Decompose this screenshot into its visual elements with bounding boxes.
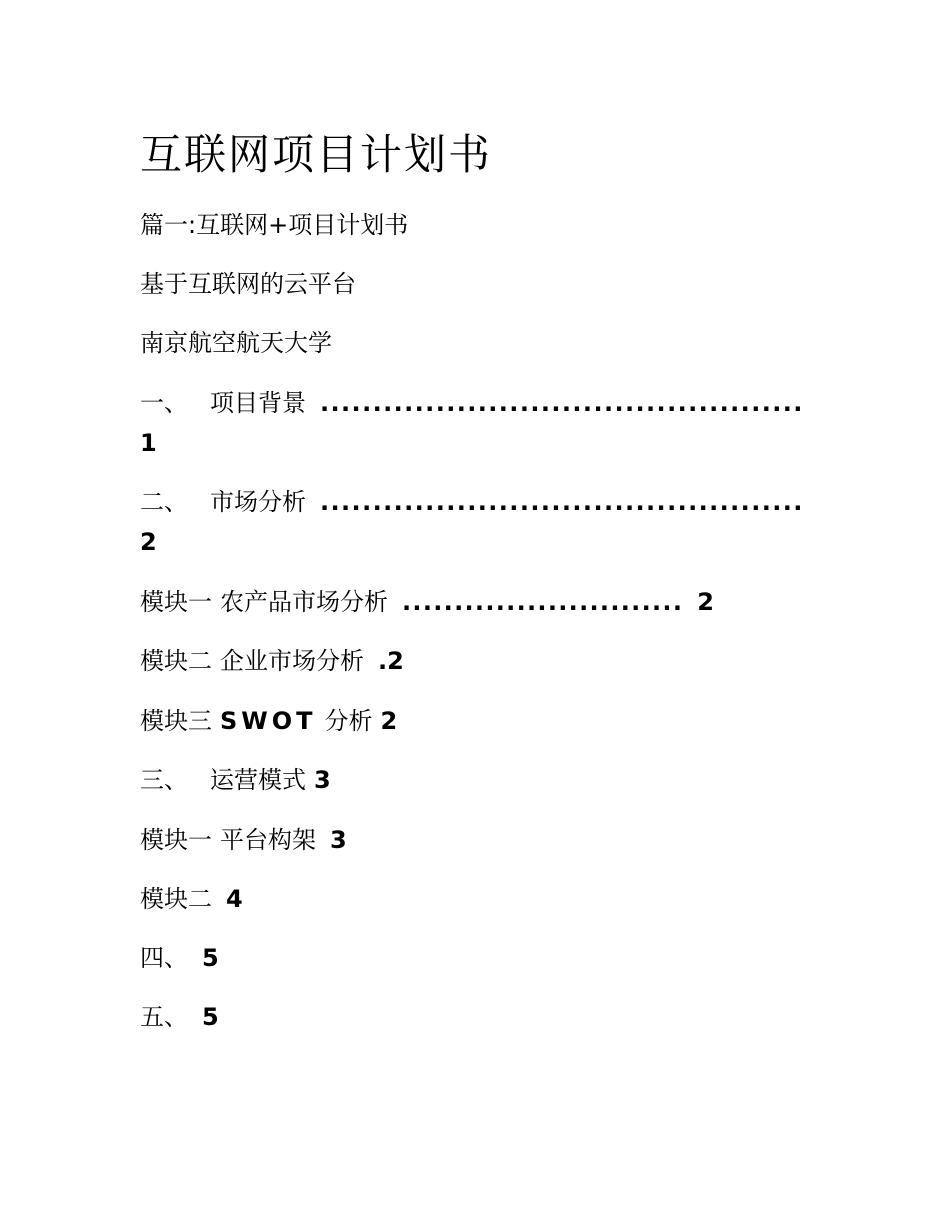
toc-item-3 [140, 587, 714, 617]
toc-item-3-label: 农产品市场分析 [220, 588, 388, 616]
toc-item-5-label: 分析 [324, 707, 373, 735]
toc-item-8-number: 模块二 [140, 885, 212, 913]
toc-item-1 [140, 388, 804, 418]
toc-item-6-number: 三、 [140, 766, 188, 794]
toc-item-1-leader: .............................................. [320, 389, 804, 417]
toc-item-2-page: 2 [140, 528, 157, 556]
toc-item-4 [140, 646, 404, 676]
toc-item-10-number: 五、 [140, 1003, 188, 1031]
toc-item-7 [140, 825, 347, 855]
toc-item-9-number: 四、 [140, 944, 188, 972]
subtitle-1: 篇一:互联网+项目计划书 [140, 211, 409, 239]
toc-item-2-number: 二、 [140, 488, 188, 516]
toc-item-7-page: 3 [330, 826, 347, 854]
toc-item-3-leader: ........................... [402, 588, 684, 616]
toc-item-8 [140, 884, 243, 914]
toc-item-1-page: 1 [140, 429, 157, 457]
toc-item-9 [140, 943, 219, 973]
toc-item-10-page: 5 [202, 1003, 219, 1031]
toc-item-2 [140, 487, 804, 517]
toc-item-4-number: 模块二 [140, 647, 212, 675]
toc-item-10 [140, 1002, 219, 1032]
toc-item-5-number: 模块三 [140, 707, 212, 735]
toc-item-6 [140, 765, 331, 795]
subtitle-2: 基于互联网的云平台 [140, 270, 356, 298]
toc-item-2-label: 市场分析 [210, 488, 306, 516]
toc-item-3-number: 模块一 [140, 588, 212, 616]
document-title: 互联网项目计划书 [140, 130, 493, 179]
toc-item-1-number: 一、 [140, 389, 188, 417]
toc-item-5 [140, 706, 397, 736]
toc-item-4-label: 企业市场分析 [220, 647, 364, 675]
toc-item-5-page: 2 [380, 707, 398, 735]
toc-item-3-page: 2 [697, 588, 714, 616]
toc-item-6-page: 3 [314, 766, 331, 794]
toc-item-2-leader: .............................................. [320, 488, 804, 516]
toc-item-6-label: 运营模式 [210, 766, 306, 794]
toc-item-7-number: 模块一 [140, 826, 212, 854]
toc-item-1-label: 项目背景 [210, 389, 306, 417]
toc-item-4-page: .2 [378, 647, 404, 675]
subtitle-3: 南京航空航天大学 [140, 329, 332, 357]
toc-item-9-page: 5 [202, 944, 219, 972]
toc-item-5-label-latin: SWOT [220, 707, 317, 735]
toc-item-8-page: 4 [226, 885, 243, 913]
toc-item-7-label: 平台构架 [220, 826, 316, 854]
